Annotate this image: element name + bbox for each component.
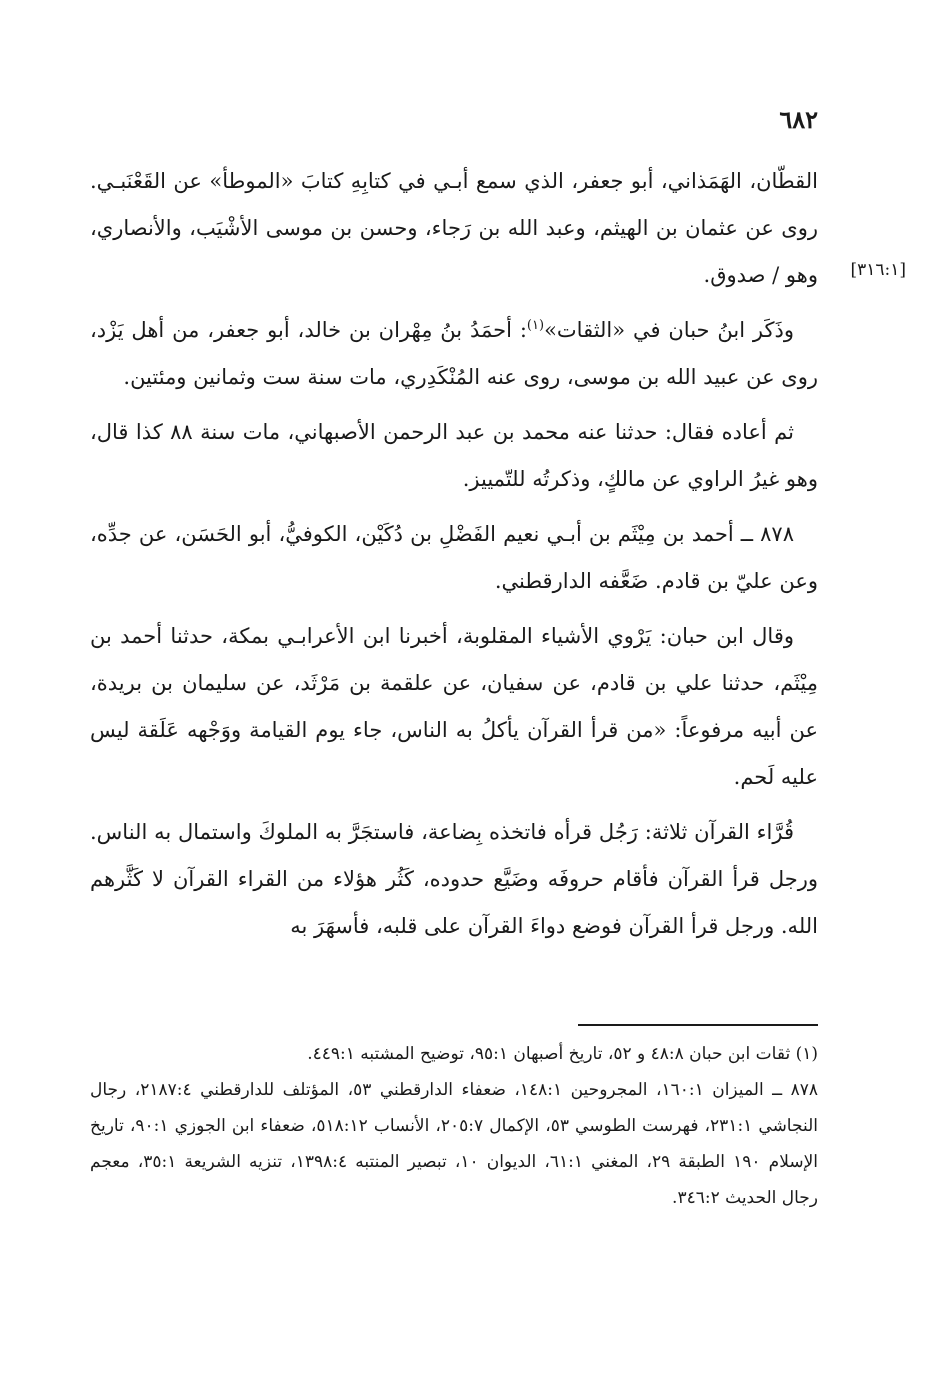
margin-reference: [٣١٦:١] (850, 260, 906, 280)
footnotes (90, 1036, 818, 1216)
footnote-878: ٨٧٨ ــ الميزان ١٦٠:١، المجروحين ١٤٨:١، ضعفاء الدارقطني ٥٣، المؤتلف للدارقطني ٢١٨٧:٤، رجال النجاشي ٢٣١:١، فهرست الطوسي ٥٣، الإكمال ٢٠٥:٧، الأنساب ٥١٨:١٢، ضعفاء ابن الجوزي ٩٠:١، تاريخ الإسلام ١٩٠ الطبقة ٢٩، المغني ٦١:١، الديوان ١٠، تبصير المنتبه ١٣٩٨:٤، تنزيه الشريعة ٣٥:١، معجم رجال الحديث ٣٤٦:٢. (90, 1080, 819, 1208)
paragraph-5: وقال ابن حبان: يَرْوي الأشياء المقلوبة، أخبرنا ابن الأعرابـي بمكة، حدثنا أحمد بن مِيْثَم، حدثنا علي بن قادم، عن سفيان، عن علقمة بن مَرْثَد، عن سليمان بن بريدة، عن أبيه مرفوعاً: «من قرأ القرآن يأكلُ به الناس، جاء يوم القيامة ووَجْهه عَلَقة ليس عليه لَحم. (90, 624, 818, 789)
page-number: ٦٨٢ (779, 105, 818, 134)
footnote-1: (١) ثقات ابن حبان ٤٨:٨ و ٥٢، تاريخ أصبهان ٩٥:١، توضيح المشتبه ٤٤٩:١. (307, 1044, 818, 1064)
entry-878: ٨٧٨ ــ أحمد بن مِيْثَم بن أبـي نعيم الفَضْلِ بن دُكَيْن، الكوفيُّ، أبو الحَسَن، عن جدِّه، وعن عليّ بن قادم. ضَعَّفه الدارقطني. (90, 522, 818, 593)
main-text (90, 158, 818, 958)
paragraph-6: قُرَّاء القرآن ثلاثة: رَجُل قرأه فاتخذه بِضاعة، فاستجَرَّ به الملوكَ واستمال به الناس. ورجل قرأ القرآن فأقام حروفَه وضَيَّع حدوده، كَثُر هؤلاء من القراء القرآن لا كَثَّرهم الله. ورجل قرأ القرآن فوضع دواءَ القرآن على قلبه، فأسهَرَ به (90, 820, 818, 938)
paragraph-2-start: وذَكَر ابنُ حبان في «الثقات» (544, 318, 794, 342)
paragraph-2-rest: : أحمَدُ بنُ مِهْران بن خالد، أبو جعفر، من أهل يَزْد، روى عن عبيد الله بن موسى، روى عنه المُنْكَدِري، مات سنة ست وثمانين ومئتين. (90, 318, 818, 389)
paragraph-2 (90, 307, 818, 401)
paragraph-1: القطّان، الهَمَذاني، أبو جعفر، الذي سمع أبـي في كتابِهِ كتابَ «الموطأ» عن القَعْنَبـي. روى عن عثمان بن الهيثم، وعبد الله بن رَجاء، وحسن بن موسى الأشْيَب، والأنصاري، وهو / صدوق. (90, 169, 818, 287)
footnote-divider (578, 1024, 818, 1026)
document-page (90, 0, 906, 1376)
paragraph-3: ثم أعاده فقال: حدثنا عنه محمد بن عبد الرحمن الأصبهاني، مات سنة ٨٨ كذا قال، وهو غيرُ الراوي عن مالكٍ، وذكرتُه للتّمييز. (90, 420, 818, 491)
footnote-marker: (١) (526, 318, 545, 333)
